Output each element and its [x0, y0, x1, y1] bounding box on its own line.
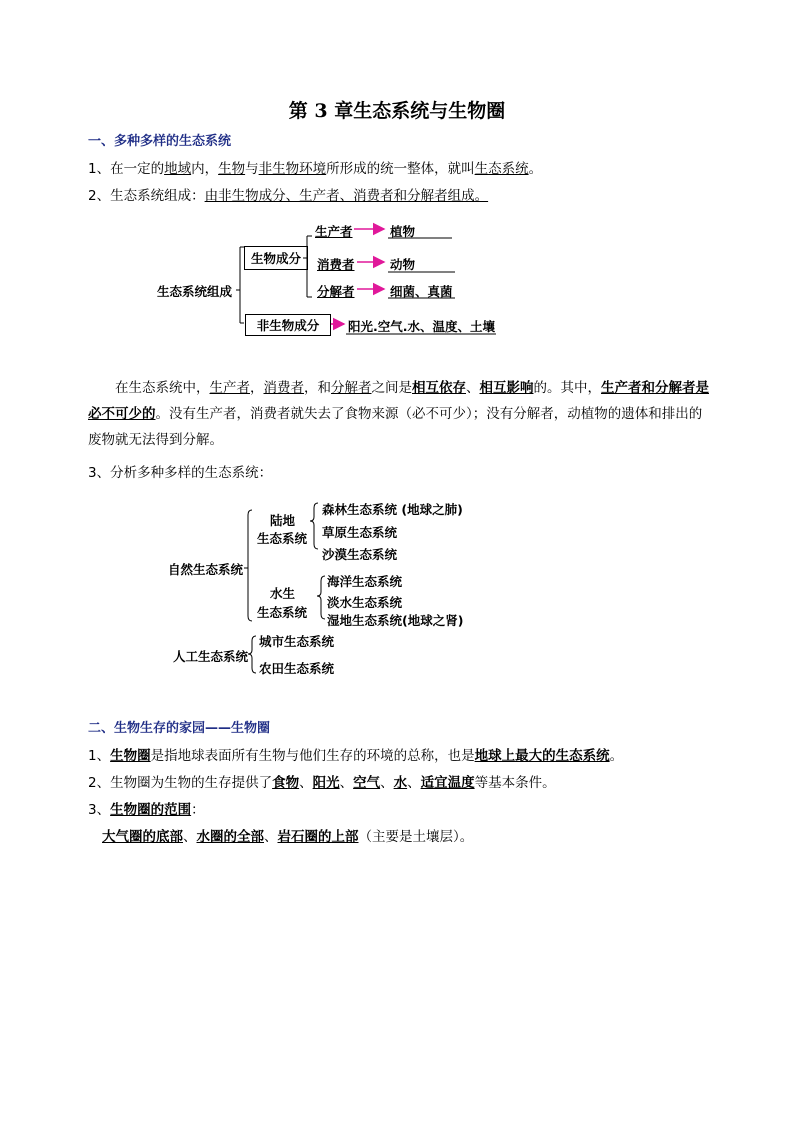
keyword: 相互依存: [412, 380, 466, 396]
text: 1、: [88, 748, 111, 764]
s2-paragraph-2: [88, 771, 556, 791]
page-title: 第 3 章生态系统与生物圈: [288, 100, 506, 122]
keyword: 大气圈的底部: [102, 829, 183, 845]
keyword: 消费者: [263, 380, 304, 396]
consumer-label: 消费者: [317, 257, 355, 272]
keyword: 适宜温度: [420, 775, 475, 791]
keyword: 生物: [218, 161, 246, 177]
box-label: 非生物成分: [256, 318, 320, 333]
text: 、: [183, 829, 197, 845]
text: ，和: [304, 380, 331, 396]
text: 、: [339, 775, 354, 791]
decomposer-example: 细菌、真菌: [390, 284, 453, 299]
text: 。: [609, 748, 624, 764]
text: 与: [245, 161, 259, 177]
text: 所形成的统一整体，就叫: [326, 161, 475, 177]
keyword: 空气: [353, 775, 381, 791]
land-label: 陆地: [270, 513, 296, 528]
diagram-root-label: 生态系统组成: [157, 284, 233, 299]
text: 、: [407, 775, 421, 791]
producer-example: 植物: [390, 224, 416, 239]
paragraph-3: 3、分析多种多样的生态系统：: [88, 465, 273, 481]
water-label-2: 生态系统: [257, 605, 308, 620]
decomposer-label: 分解者: [317, 284, 355, 299]
keyword: 生态系统: [474, 161, 529, 177]
keyword: 地域: [164, 161, 192, 177]
text: ，: [250, 380, 264, 396]
artificial-ecosystem-label: 人工生态系统: [173, 649, 249, 664]
keyword: 生产者: [209, 380, 250, 396]
producer-label: 生产者: [315, 224, 353, 239]
nonliving-example: 阳光.空气.水、温度、土壤: [348, 319, 495, 334]
text: 2、生态系统组成：: [88, 188, 205, 204]
text: 、: [264, 829, 278, 845]
text: 之间是: [371, 380, 412, 396]
text: （主要是土壤层）。: [358, 829, 474, 845]
natural-ecosystem-label: 自然生态系统: [168, 562, 244, 577]
text: 3、: [88, 802, 111, 818]
text: 、: [299, 775, 313, 791]
consumer-example: 动物: [390, 257, 416, 272]
freshwater-ecosystem: 淡水生态系统: [327, 595, 403, 610]
keyword: 分解者: [331, 380, 372, 396]
text: 在生态系统中，: [115, 380, 210, 396]
land-label-2: 生态系统: [257, 531, 308, 546]
text: 、: [380, 775, 394, 791]
s2-paragraph-1: [88, 744, 623, 764]
box-label: 生物成分: [250, 251, 301, 266]
text: 等基本条件。: [474, 775, 556, 791]
s2-paragraph-3: [88, 798, 205, 818]
keyword: 生物圈的范围: [110, 802, 192, 818]
keyword: 水: [393, 775, 408, 791]
section-heading-1: 一、多种多样的生态系统: [88, 134, 232, 149]
s2-paragraph-4: [102, 825, 473, 845]
wetland-ecosystem: 湿地生态系统(地球之肾): [327, 613, 464, 628]
keyword: 生产者和分解者是必不可少的: [88, 380, 709, 422]
text: 。: [528, 161, 543, 177]
text: 。没有生产者，消费者就失去了食物来源（必不可少）；没有分解者，动植物的遗体和排出的废物就无法得到分解。: [88, 406, 703, 448]
section-heading-2: 二、生物生存的家园——生物圈: [88, 721, 271, 736]
keyword: 生物圈: [110, 748, 151, 764]
water-label: 水生: [270, 586, 296, 601]
text: 的。其中，: [533, 380, 601, 396]
city-ecosystem: 城市生态系统: [259, 634, 335, 649]
keyword: 非生物环境: [258, 161, 327, 177]
forest-ecosystem: 森林生态系统 (地球之肺): [322, 502, 463, 517]
text: ：: [191, 802, 205, 818]
text: 是指地球表面所有生物与他们生存的环境的总称，也是: [150, 748, 475, 764]
keyword: 由非生物成分、生产者、消费者和分解者组成。: [204, 188, 489, 204]
keyword: 岩石圈的上部: [277, 829, 359, 845]
keyword: 相互影响: [479, 380, 534, 396]
grassland-ecosystem: 草原生态系统: [322, 525, 398, 540]
farmland-ecosystem: 农田生态系统: [259, 661, 335, 676]
nonliving-component-box: [245, 314, 331, 336]
living-component-box: [244, 246, 308, 270]
keyword: 食物: [272, 775, 300, 791]
keyword: 地球上最大的生态系统: [474, 748, 610, 764]
text: 1、在一定的: [88, 161, 165, 177]
explanation-paragraph: [88, 375, 710, 453]
keyword: 阳光: [312, 775, 340, 791]
keyword: 水圈的全部: [196, 829, 264, 845]
text: 内，: [191, 161, 219, 177]
ocean-ecosystem: 海洋生态系统: [327, 574, 403, 589]
text: 、: [466, 380, 480, 396]
desert-ecosystem: 沙漠生态系统: [322, 547, 398, 562]
text: 2、生物圈为生物的生存提供了: [88, 775, 273, 791]
